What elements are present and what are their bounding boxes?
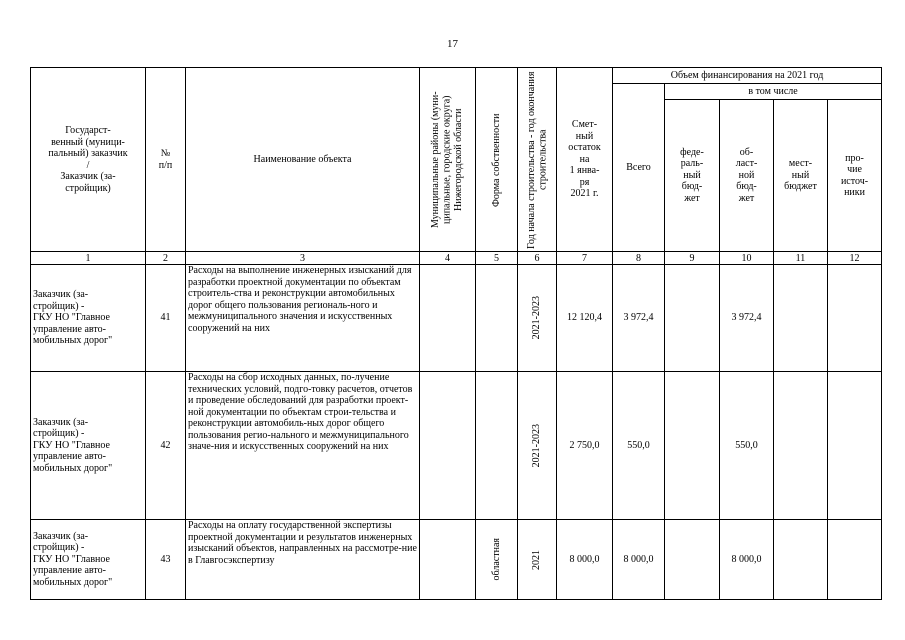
header-federal: феде- раль- ный бюд- жет bbox=[665, 100, 720, 252]
column-number: 8 bbox=[613, 252, 665, 265]
cell-ownership bbox=[476, 372, 518, 520]
table-row bbox=[31, 520, 882, 600]
cell-federal bbox=[665, 265, 720, 372]
cell-total: 3 972,4 bbox=[613, 265, 665, 372]
cell-object-name: Расходы на сбор исходных данных, по-лучение технических условий, подго-товку расчетов, отчетов и проведение обследований для разработки проект-ной документации по объектам строи-тельства и реконструкции автомобиль-ных дорог общего пользования регио-нального и межмуниципального значе-ния и искусственных сооружений на них bbox=[186, 372, 420, 520]
cell-other bbox=[828, 520, 882, 600]
column-number: 9 bbox=[665, 252, 720, 265]
table-row bbox=[31, 265, 882, 372]
cell-remainder: 12 120,4 bbox=[557, 265, 613, 372]
cell-local bbox=[774, 372, 828, 520]
cell-local bbox=[774, 520, 828, 600]
cell-other bbox=[828, 372, 882, 520]
column-number: 4 bbox=[420, 252, 476, 265]
cell-remainder: 2 750,0 bbox=[557, 372, 613, 520]
header-object-name: Наименование объекта bbox=[186, 68, 420, 252]
column-number: 1 bbox=[31, 252, 146, 265]
cell-num: 42 bbox=[146, 372, 186, 520]
cell-district bbox=[420, 372, 476, 520]
column-number: 6 bbox=[518, 252, 557, 265]
cell-object-name: Расходы на оплату государственной экспертизы проектной документации и результатов инженерных изысканий объектов, направленных на рассмотре-ние в Главгосэкспертизу bbox=[186, 520, 420, 600]
cell-district bbox=[420, 520, 476, 600]
column-number: 2 bbox=[146, 252, 186, 265]
cell-total: 550,0 bbox=[613, 372, 665, 520]
cell-district bbox=[420, 265, 476, 372]
header-ownership: Форма собственности bbox=[476, 68, 518, 252]
header-remainder: Смет- ный остаток на 1 янва- ря 2021 г. bbox=[557, 68, 613, 252]
column-number: 12 bbox=[828, 252, 882, 265]
header-funding-group: Объем финансирования на 2021 год bbox=[613, 68, 882, 84]
cell-local bbox=[774, 265, 828, 372]
cell-object-name: Расходы на выполнение инженерных изысканий для разработки проектной документации по объектам строитель-ства и реконструкции автомобильных дорог общего пользования региональ-ного и межмуниципального значения и искусственных сооружений на них bbox=[186, 265, 420, 372]
header-num: № п/п bbox=[146, 68, 186, 252]
column-number: 3 bbox=[186, 252, 420, 265]
cell-federal bbox=[665, 372, 720, 520]
header-total: Всего bbox=[613, 84, 665, 252]
column-numbers-row bbox=[31, 252, 882, 265]
column-number: 10 bbox=[720, 252, 774, 265]
header-years: Год начала строительства - год окончания строительства bbox=[518, 68, 557, 252]
financing-table bbox=[30, 67, 882, 600]
page-number: 17 bbox=[447, 38, 458, 50]
header-other: про- чие источ- ники bbox=[828, 100, 882, 252]
cell-years: 2021-2023 bbox=[518, 372, 557, 520]
cell-federal bbox=[665, 520, 720, 600]
cell-customer: Заказчик (за- стройщик) - ГКУ НО "Главное управление авто- мобильных дорог" bbox=[31, 265, 146, 372]
column-number: 11 bbox=[774, 252, 828, 265]
column-number: 5 bbox=[476, 252, 518, 265]
header-local: мест- ный бюджет bbox=[774, 100, 828, 252]
header-row-1 bbox=[31, 68, 882, 84]
cell-regional: 550,0 bbox=[720, 372, 774, 520]
cell-num: 43 bbox=[146, 520, 186, 600]
cell-customer: Заказчик (за- стройщик) - ГКУ НО "Главное управление авто- мобильных дорог" bbox=[31, 372, 146, 520]
cell-regional: 8 000,0 bbox=[720, 520, 774, 600]
cell-years: 2021 bbox=[518, 520, 557, 600]
header-regional: об- ласт- ной бюд- жет bbox=[720, 100, 774, 252]
cell-other bbox=[828, 265, 882, 372]
cell-years: 2021-2023 bbox=[518, 265, 557, 372]
cell-remainder: 8 000,0 bbox=[557, 520, 613, 600]
cell-total: 8 000,0 bbox=[613, 520, 665, 600]
header-including: в том числе bbox=[665, 84, 882, 100]
header-customer: Государст- венный (муници- пальный) заказчик / Заказчик (за- стройщик) bbox=[31, 68, 146, 252]
table-row bbox=[31, 372, 882, 520]
column-number: 7 bbox=[557, 252, 613, 265]
cell-num: 41 bbox=[146, 265, 186, 372]
cell-customer: Заказчик (за- стройщик) - ГКУ НО "Главное управление авто- мобильных дорог" bbox=[31, 520, 146, 600]
header-districts: Муниципальные районы (муни-ципальные, городские округа) Нижегородской области bbox=[420, 68, 476, 252]
cell-regional: 3 972,4 bbox=[720, 265, 774, 372]
cell-ownership: областная bbox=[476, 520, 518, 600]
cell-ownership bbox=[476, 265, 518, 372]
